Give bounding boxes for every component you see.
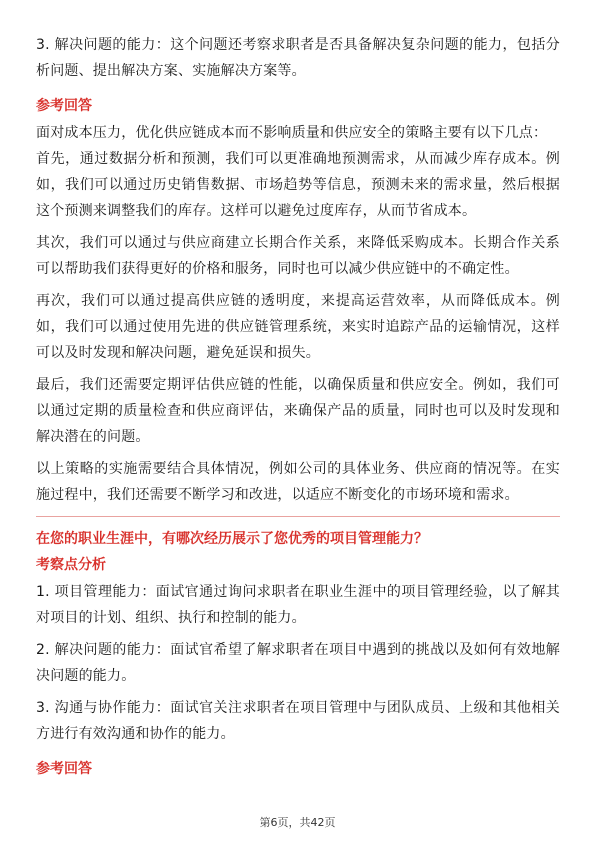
- answer-paragraph-fourth: 最后，我们还需要定期评估供应链的性能，以确保质量和供应安全。例如，我们可以通过定期的质量检查和供应商评估，来确保产品的质量，同时也可以及时发现和解决潜在的问题。: [36, 377, 560, 445]
- answer-paragraph-first: 首先，通过数据分析和预测，我们可以更准确地预测需求，从而减少库存成本。例如，我们可以通过历史销售数据、市场趋势等信息，预测未来的需求量，然后根据这个预测来调整我们的库存。这样可以避免过度库存，从而节省成本。: [36, 151, 560, 219]
- analysis-heading: 考察点分析: [36, 557, 106, 573]
- section-divider: [36, 516, 560, 517]
- answer-paragraph-summary: 以上策略的实施需要结合具体情况，例如公司的具体业务、供应商的情况等。在实施过程中，我们还需要不断学习和改进，以适应不断变化的市场环境和需求。: [36, 461, 560, 503]
- answer-paragraph-third: 再次，我们可以通过提高供应链的透明度，来提高运营效率，从而降低成本。例如，我们可以通过使用先进的供应链管理系统，来实时追踪产品的运输情况，这样可以及时发现和解决问题，避免延误和损失。: [36, 293, 560, 361]
- page-content: [36, 32, 560, 783]
- page-number: 第6页，共42页: [259, 816, 336, 829]
- analysis-point-3b: 3. 沟通与协作能力：面试官关注求职者在项目管理中与团队成员、上级和其他相关方进行有效沟通和协作的能力。: [36, 700, 560, 742]
- interview-question: 在您的职业生涯中，有哪次经历展示了您优秀的项目管理能力？: [36, 531, 428, 547]
- analysis-point-3: 3. 解决问题的能力：这个问题还考察求职者是否具备解决复杂问题的能力，包括分析问题、提出解决方案、实施解决方案等。: [36, 37, 560, 79]
- analysis-point-1: 1. 项目管理能力：面试官通过询问求职者在职业生涯中的项目管理经验，以了解其对项目的计划、组织、执行和控制的能力。: [36, 584, 560, 626]
- answer-heading-2: 参考回答: [36, 761, 92, 777]
- analysis-point-2: 2. 解决问题的能力：面试官希望了解求职者在项目中遇到的挑战以及如何有效地解决问题的能力。: [36, 642, 560, 684]
- answer-heading: 参考回答: [36, 98, 92, 114]
- answer-intro: 面对成本压力，优化供应链成本而不影响质量和供应安全的策略主要有以下几点：: [36, 125, 548, 141]
- answer-paragraph-second: 其次，我们可以通过与供应商建立长期合作关系，来降低采购成本。长期合作关系可以帮助我们获得更好的价格和服务，同时也可以减少供应链中的不确定性。: [36, 235, 560, 277]
